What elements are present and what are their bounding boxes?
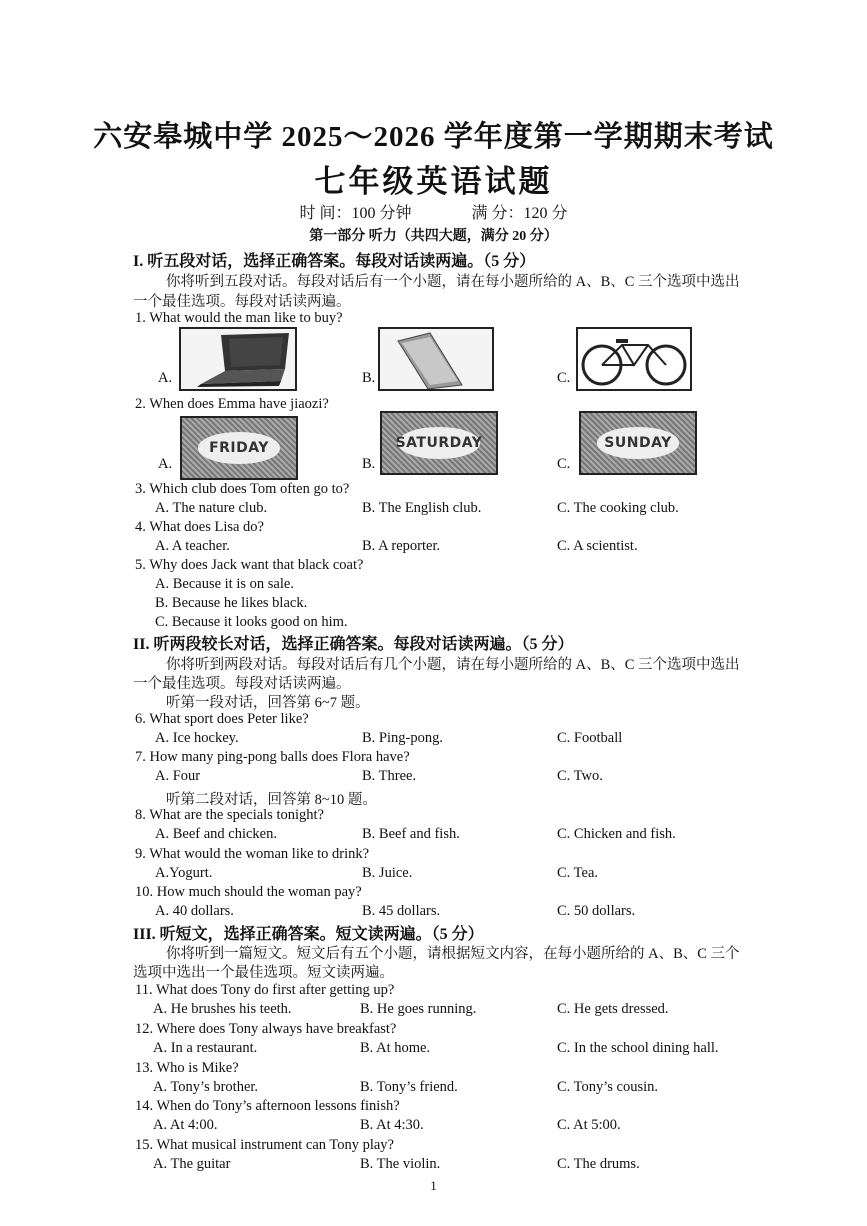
q12-option-b: B. At home. xyxy=(360,1040,431,1056)
q11-option-a: A. He brushes his teeth. xyxy=(153,1001,292,1017)
exam-title: 六安皋城中学 2025～2026 学年度第一学期期末考试 xyxy=(93,121,774,153)
section-2-sub-1: 听第一段对话，回答第 6~7 题。 xyxy=(166,695,370,711)
exam-time: 时 间：100 分钟 xyxy=(299,205,412,222)
q11-option-c: C. He gets dressed. xyxy=(557,1001,669,1017)
q9-option-a: A.Yogurt. xyxy=(155,865,213,881)
question-15: 15. What musical instrument can Tony play? xyxy=(135,1137,394,1153)
question-11: 11. What does Tony do first after getting up? xyxy=(135,982,395,998)
section-3-instruction-2: 选项中选出一个最佳选项。短文读两遍。 xyxy=(133,965,394,981)
book-icon xyxy=(378,327,494,391)
question-8: 8. What are the specials tonight? xyxy=(135,807,324,823)
q5-option-b: B. Because he likes black. xyxy=(155,595,308,611)
sunday-card xyxy=(579,411,697,475)
question-2: 2. When does Emma have jiaozi? xyxy=(135,396,329,412)
section-3-instruction: 你将听到一篇短文。短文后有五个小题，请根据短文内容，在每小题所给的 A、B、C 三个 xyxy=(166,946,740,962)
q10-option-c: C. 50 dollars. xyxy=(557,903,636,919)
q13-option-b: B. Tony’s friend. xyxy=(360,1079,458,1095)
q7-option-b: B. Three. xyxy=(362,768,417,784)
section-2-instruction-2: 一个最佳选项。每段对话读两遍。 xyxy=(133,676,351,692)
q1-option-c-label: C. xyxy=(557,370,571,386)
q15-option-c: C. The drums. xyxy=(557,1156,640,1172)
q5-option-a: A. Because it is on sale. xyxy=(155,576,294,592)
q2-option-c-label: C. xyxy=(557,456,571,472)
q10-option-a: A. 40 dollars. xyxy=(155,903,234,919)
question-9: 9. What would the woman like to drink? xyxy=(135,846,370,862)
q13-option-c: C. Tony’s cousin. xyxy=(557,1079,659,1095)
section-1-heading: I. 听五段对话，选择正确答案。每段对话读两遍。（5 分） xyxy=(133,253,536,270)
exam-info xyxy=(0,200,867,223)
q15-option-b: B. The violin. xyxy=(360,1156,441,1172)
q1-option-a-label: A. xyxy=(158,370,173,386)
exam-subtitle: 七年级英语试题 xyxy=(314,164,553,199)
question-13: 13. Who is Mike? xyxy=(135,1060,239,1076)
q6-option-a: A. Ice hockey. xyxy=(155,730,239,746)
q14-option-a: A. At 4:00. xyxy=(153,1117,218,1133)
section-2-heading: II. 听两段较长对话，选择正确答案。每段对话读两遍。（5 分） xyxy=(133,636,574,653)
question-12: 12. Where does Tony always have breakfast? xyxy=(135,1021,397,1037)
question-10: 10. How much should the woman pay? xyxy=(135,884,362,900)
question-1: 1. What would the man like to buy? xyxy=(135,310,343,326)
exam-score: 满 分：120 分 xyxy=(471,205,568,222)
q1-option-b-label: B. xyxy=(362,370,376,386)
q4-option-b: B. A reporter. xyxy=(362,538,441,554)
q4-option-c: C. A scientist. xyxy=(557,538,638,554)
sunday-text: SUNDAY xyxy=(597,427,679,458)
question-5: 5. Why does Jack want that black coat? xyxy=(135,557,364,573)
laptop-icon xyxy=(179,327,297,391)
saturday-text: SATURDAY xyxy=(398,427,480,458)
q4-option-a: A. A teacher. xyxy=(155,538,230,554)
q8-option-c: C. Chicken and fish. xyxy=(557,826,676,842)
question-4: 4. What does Lisa do? xyxy=(135,519,264,535)
q14-option-c: C. At 5:00. xyxy=(557,1117,621,1133)
question-6: 6. What sport does Peter like? xyxy=(135,711,309,727)
q8-option-a: A. Beef and chicken. xyxy=(155,826,277,842)
q10-option-b: B. 45 dollars. xyxy=(362,903,441,919)
q12-option-c: C. In the school dining hall. xyxy=(557,1040,719,1056)
saturday-card xyxy=(380,411,498,475)
q12-option-a: A. In a restaurant. xyxy=(153,1040,258,1056)
friday-card xyxy=(180,416,298,480)
q3-option-a: A. The nature club. xyxy=(155,500,268,516)
q15-option-a: A. The guitar xyxy=(153,1156,231,1172)
q13-option-a: A. Tony’s brother. xyxy=(153,1079,259,1095)
q6-option-b: B. Ping-pong. xyxy=(362,730,443,746)
q7-option-c: C. Two. xyxy=(557,768,603,784)
question-14: 14. When do Tony’s afternoon lessons finish? xyxy=(135,1098,400,1114)
question-7: 7. How many ping-pong balls does Flora have? xyxy=(135,749,410,765)
friday-text: FRIDAY xyxy=(198,432,280,463)
q5-option-c: C. Because it looks good on him. xyxy=(155,614,348,630)
page-number: 1 xyxy=(430,1178,437,1193)
q7-option-a: A. Four xyxy=(155,768,201,784)
bicycle-icon xyxy=(576,327,692,391)
q2-option-b-label: B. xyxy=(362,456,376,472)
q9-option-b: B. Juice. xyxy=(362,865,413,881)
q2-option-a-label: A. xyxy=(158,456,173,472)
q11-option-b: B. He goes running. xyxy=(360,1001,477,1017)
section-1-instruction-2: 一个最佳选项。每段对话读两遍。 xyxy=(133,294,351,310)
question-3: 3. Which club does Tom often go to? xyxy=(135,481,350,497)
q3-option-b: B. The English club. xyxy=(362,500,482,516)
section-2-sub-2: 听第二段对话，回答第 8~10 题。 xyxy=(166,792,377,808)
q14-option-b: B. At 4:30. xyxy=(360,1117,424,1133)
section-3-heading: III. 听短文，选择正确答案。短文读两遍。（5 分） xyxy=(133,926,484,943)
part-heading: 第一部分 听力（共四大题，满分 20 分） xyxy=(309,229,558,244)
q9-option-c: C. Tea. xyxy=(557,865,599,881)
section-2-instruction: 你将听到两段对话。每段对话后有几个小题，请在每小题所给的 A、B、C 三个选项中选出 xyxy=(166,657,740,673)
section-1-instruction: 你将听到五段对话。每段对话后有一个小题，请在每小题所给的 A、B、C 三个选项中选出 xyxy=(166,274,740,290)
q8-option-b: B. Beef and fish. xyxy=(362,826,460,842)
q6-option-c: C. Football xyxy=(557,730,623,746)
q3-option-c: C. The cooking club. xyxy=(557,500,679,516)
